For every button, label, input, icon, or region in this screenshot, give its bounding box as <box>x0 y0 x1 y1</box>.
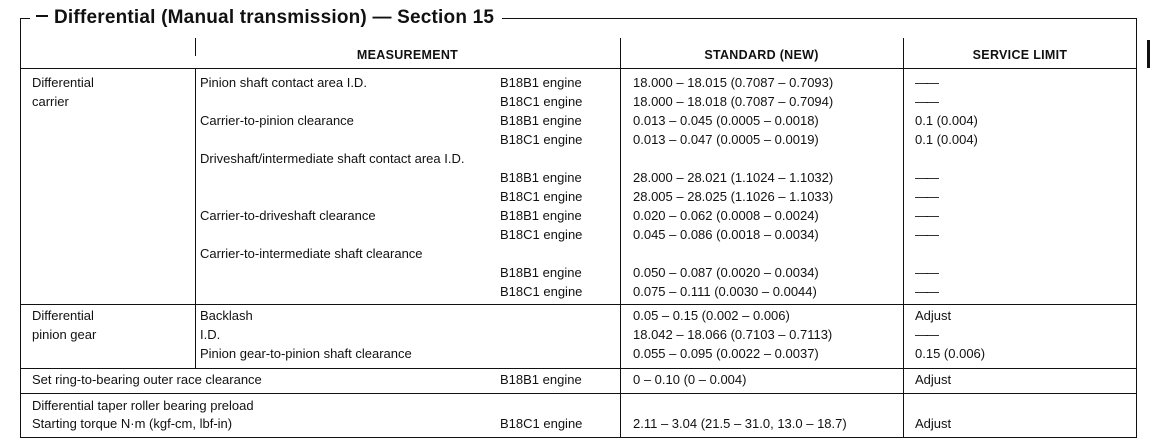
measurement-label: Pinion gear-to-pinion shaft clearance <box>200 346 412 361</box>
page-edge-mark <box>1147 40 1150 68</box>
standard-value: 2.11 – 3.04 (21.5 – 31.0, 13.0 – 18.7) <box>633 416 847 431</box>
engine-label: B18B1 engine <box>500 170 582 185</box>
section-title <box>30 6 502 30</box>
measurement-label: Carrier-to-pinion clearance <box>200 113 354 128</box>
group-label: Set ring-to-bearing outer race clearance <box>32 372 262 387</box>
standard-value: 0.020 – 0.062 (0.0008 – 0.0024) <box>633 208 819 223</box>
measurement-label: Carrier-to-driveshaft clearance <box>200 208 376 223</box>
service-limit-value: Adjust <box>915 308 952 323</box>
col-divider-limit <box>903 38 904 438</box>
standard-value: 0 – 0.10 (0 – 0.004) <box>633 372 747 387</box>
engine-label: B18B1 engine <box>500 75 582 90</box>
group-label: pinion gear <box>32 327 97 342</box>
standard-value: 0.050 – 0.087 (0.0020 – 0.0034) <box>633 265 819 280</box>
standard-value: 18.000 – 18.018 (0.7087 – 0.7094) <box>633 94 834 109</box>
engine-label: B18B1 engine <box>500 372 582 387</box>
title-dash <box>36 15 48 17</box>
measurement-label: Carrier-to-intermediate shaft clearance <box>200 246 423 261</box>
standard-value: 0.013 – 0.047 (0.0005 – 0.0019) <box>633 132 819 147</box>
service-limit-value: —— <box>915 189 937 204</box>
group-rule-2 <box>20 368 1137 369</box>
header-service-limit: SERVICE LIMIT <box>972 48 1068 62</box>
service-limit-value: 0.15 (0.006) <box>915 346 986 361</box>
service-limit-value: —— <box>915 94 937 109</box>
group-label: Differential <box>32 308 94 323</box>
group-label: Starting torque N·m (kgf-cm, lbf-in) <box>32 416 233 431</box>
measurement-label: I.D. <box>200 327 221 342</box>
measurement-label: Driveshaft/intermediate shaft contact area I.D. <box>200 151 465 166</box>
group-rule-3 <box>20 393 1137 394</box>
service-limit-value: 0.1 (0.004) <box>915 132 978 147</box>
engine-label: B18B1 engine <box>500 208 582 223</box>
engine-label: B18C1 engine <box>500 94 583 109</box>
standard-value: 28.005 – 28.025 (1.1026 – 1.1033) <box>633 189 834 204</box>
service-limit-value: 0.1 (0.004) <box>915 113 978 128</box>
standard-value: 0.075 – 0.111 (0.0030 – 0.0044) <box>633 284 817 299</box>
engine-label: B18C1 engine <box>500 132 583 147</box>
section-title-text: Differential (Manual transmission) — Section 15 <box>54 7 495 28</box>
group-label: Differential <box>32 75 94 90</box>
standard-value: 0.05 – 0.15 (0.002 – 0.006) <box>633 308 790 323</box>
service-limit-value: —— <box>915 227 937 242</box>
engine-label: B18C1 engine <box>500 416 583 431</box>
group-label: carrier <box>32 94 69 109</box>
standard-value: 0.055 – 0.095 (0.0022 – 0.0037) <box>633 346 819 361</box>
group-label: Differential taper roller bearing preload <box>32 398 254 413</box>
header-rule <box>20 68 1137 69</box>
standard-value: 0.045 – 0.086 (0.0018 – 0.0034) <box>633 227 819 242</box>
measurement-label: Pinion shaft contact area I.D. <box>200 75 367 90</box>
measurement-label: Backlash <box>200 308 253 323</box>
service-limit-value: —— <box>915 170 937 185</box>
col-divider-measurement <box>195 68 196 368</box>
standard-value: 18.042 – 18.066 (0.7103 – 0.7113) <box>633 327 833 342</box>
service-limit-value: —— <box>915 208 937 223</box>
engine-label: B18B1 engine <box>500 113 582 128</box>
standard-value: 18.000 – 18.015 (0.7087 – 0.7093) <box>633 75 834 90</box>
service-limit-value: —— <box>915 327 937 342</box>
engine-label: B18C1 engine <box>500 227 583 242</box>
standard-value: 28.000 – 28.021 (1.1024 – 1.1032) <box>633 170 834 185</box>
group-rule-1 <box>20 304 1137 305</box>
engine-label: B18B1 engine <box>500 265 582 280</box>
engine-label: B18C1 engine <box>500 189 583 204</box>
header-standard: STANDARD (NEW) <box>704 48 819 62</box>
service-limit-value: —— <box>915 284 937 299</box>
standard-value: 0.013 – 0.045 (0.0005 – 0.0018) <box>633 113 819 128</box>
engine-label: B18C1 engine <box>500 284 583 299</box>
service-limit-value: Adjust <box>915 372 952 387</box>
service-limit-value: —— <box>915 75 937 90</box>
service-limit-value: —— <box>915 265 937 280</box>
col-divider-standard <box>620 38 621 438</box>
header-measurement: MEASUREMENT <box>356 48 459 62</box>
service-limit-value: Adjust <box>915 416 952 431</box>
